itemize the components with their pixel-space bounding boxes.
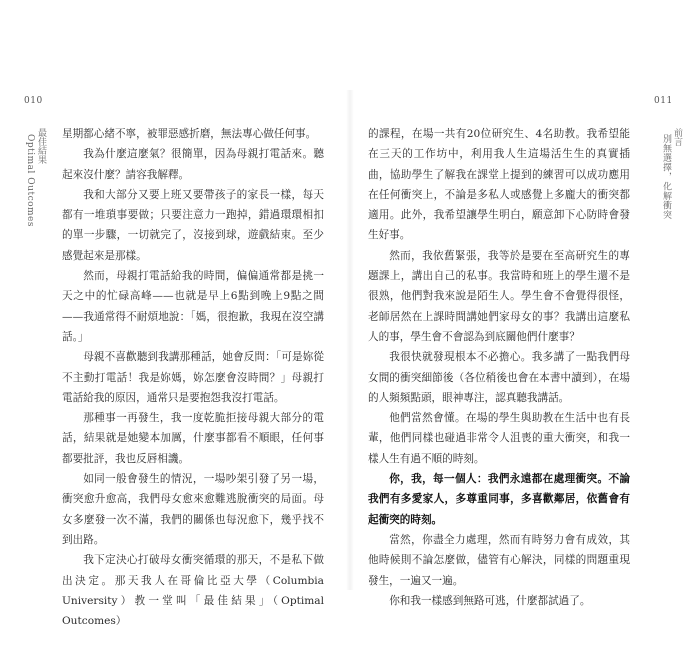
- right-page: [350, 0, 700, 651]
- right-page-body: [368, 124, 630, 611]
- paragraph: 他們當然會懂。在場的學生與助教在生活中也有長輩，他們同樣也碰過非常令人沮喪的重大衝突，和我一樣人生有過不順的時刻。: [368, 412, 630, 465]
- paragraph: 我下定決心打破母女衝突循環的那天，不是私下做出決定。那天我人在哥倫比亞大學（Columbia University）教一堂叫「最佳結果」（Optimal Outcomes）: [62, 554, 324, 628]
- emphasized-paragraph: 你，我，每一個人：我們永遠都在處理衝突。不論我們有多愛家人，多尊重同事，多喜歡鄰居，依舊會有起衝突的時刻。: [368, 473, 630, 526]
- paragraph: 我和大部分又要上班又要帶孩子的家長一樣，每天都有一堆瑣事要做；只要注意力一跑掉，錯過環環相扣的單一步驟，一切就完了，沒接到球，遊戲結束。至少感覺起來是那樣。: [62, 188, 324, 262]
- left-page-body: [62, 124, 324, 631]
- left-running-head-subtitle: Optimal Outcomes: [25, 134, 35, 228]
- right-running-head: [660, 128, 682, 220]
- paragraph: 那種事一再發生，我一度乾脆拒接母親大部分的電話，結果就是她變本加厲，什麼事都看不順眼，任何事都要批評，我也反唇相譏。: [62, 412, 324, 465]
- left-running-head-title: 最佳結果: [36, 128, 46, 164]
- right-page-number: 011: [654, 96, 673, 106]
- paragraph: 母親不喜歡聽到我講那種話，她會反問：「可是妳從不主動打電話！我是妳媽，妳怎麼會沒時間？」母親打電話給我的原因，通常只是要抱怨我沒打電話。: [62, 351, 324, 404]
- paragraph: 然而，母親打電話給我的時間，偏偏通常都是挑一天之中的忙碌高峰——也就是早上6點到晚上9點之間——我通常得不耐煩地說：「媽，很抱歉，我現在沒空講話。」: [62, 270, 324, 343]
- paragraph: 我很快就發現根本不必擔心。我多講了一點我們母女間的衝突細節後（各位稍後也會在本書中讀到），在場的人頻頻點頭，眼神專注，認真聽我講話。: [368, 351, 630, 404]
- paragraph: 的課程，在場一共有20位研究生、4名助教。我希望能在三天的工作坊中，利用我人生這場活生生的真實插曲，協助學生了解我在課堂上提到的練習可以成功應用在任何衝突上，不論是多私人或感覺上多龐大的衝突都適用。此外，我希望讓學生明白，願意卸下心防時會發生好事。: [368, 128, 630, 242]
- right-running-head-title: 前言: [672, 128, 682, 146]
- paragraph: 如同一般會發生的情況，一場吵架引發了另一場，衝突愈升愈高，我們母女愈來愈難逃脫衝突的局面。母女多麼發一次不滿，我們的關係也每況愈下，幾乎找不到出路。: [62, 473, 324, 546]
- paragraph: 我為什麼這麼氣？很簡單，因為母親打電話來。聽起來沒什麼？請容我解釋。: [62, 148, 324, 181]
- left-page-number: 010: [24, 96, 43, 106]
- paragraph: 星期都心緒不寧，被罪惡感折磨，無法專心做任何事。: [62, 128, 317, 140]
- right-running-head-subtitle: 別無選擇，化解衝突: [661, 134, 671, 220]
- paragraph: 當然，你盡全力處理，然而有時努力會有成效，其他時候則不論怎麼做，儘管有心解決，同樣的問題重現發生，一遍又一遍。: [368, 533, 630, 587]
- paragraph: 你和我一樣感到無路可逃，什麼都試過了。: [389, 594, 591, 607]
- paragraph: 然而，我依舊緊張，我等於是要在至高研究生的專題課上，講出自己的私事。我當時和班上的學生還不是很熟，他們對我來說是陌生人。學生會不會覺得很怪，老師居然在上課時間講她們家母女的事？我講出這麼私人的事，學生會不會認為到底關他們什麼事？: [368, 249, 630, 343]
- left-running-head: [24, 128, 46, 227]
